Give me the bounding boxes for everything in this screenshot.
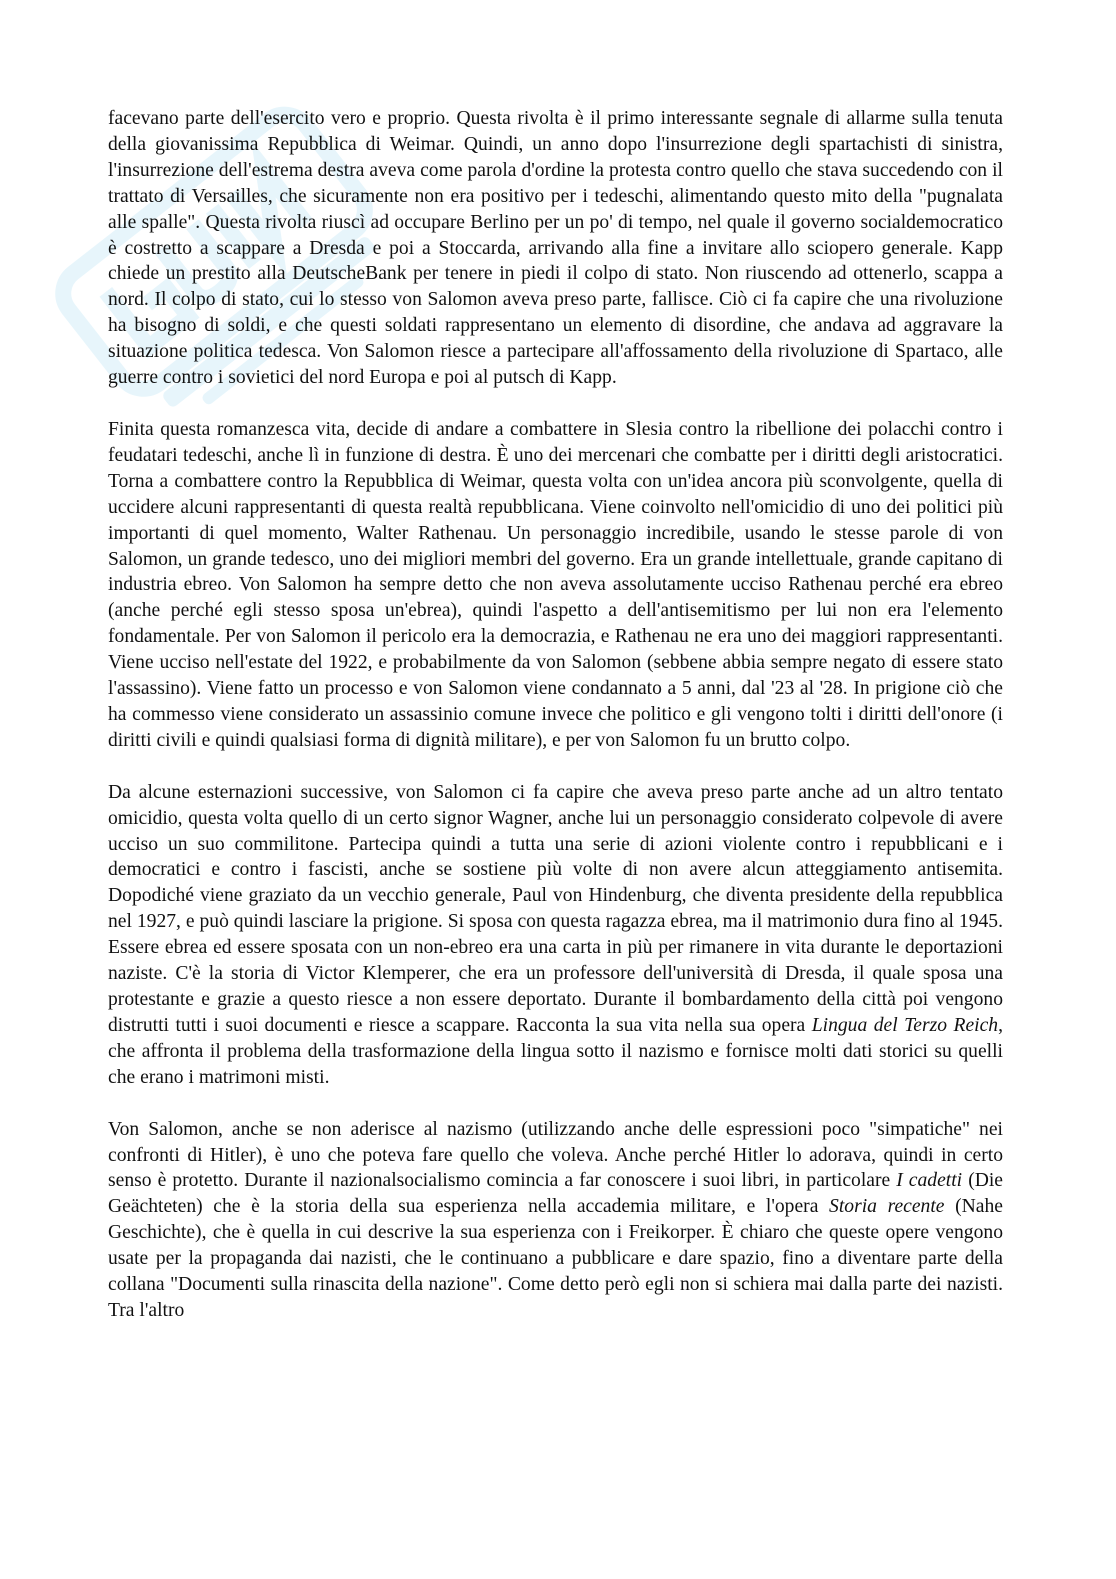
paragraph-4 bbox=[108, 1117, 1003, 1324]
paragraph-text: Finita questa romanzesca vita, decide di andare a combattere in Slesia contro la ribellione dei polacchi contro i feudatari tedeschi, anche lì in funzione di destra. È uno dei mercenari che combatte per i diritti degli aristocratici. Torna a combattere contro la Repubblica di Weimar, questa volta con un'idea ancora più sconvolgente, quella di uccidere alcuni rappresentanti di questa realtà repubblicana. Viene coinvolto nell'omicidio di uno dei politici più importanti di quel momento, Walter Rathenau. Un personaggio incredibile, usando le stesse parole di von Salomon, un grande tedesco, uno dei migliori membri del governo. Era un grande intellettuale, grande capitano di industria ebreo. Von Salomon ha sempre detto che non aveva assolutamente ucciso Rathenau perché era ebreo (anche perché egli stesso sposa un'ebrea), quindi l'aspetto a dell'antisemitismo per lui non era l'elemento fondamentale. Per von Salomon il pericolo era la democrazia, e Rathenau ne era uno dei maggiori rappresentanti. Viene ucciso nell'estate del 1922, e probabilmente da von Salomon (sebbene abbia sempre negato di essere stato l'assassino). Viene fatto un processo e von Salomon viene condannato a 5 anni, dal '23 al '28. In prigione ciò che ha commesso viene considerato un assassinio comune invece che politico e gli vengono tolti i diritti dell'onore (i diritti civili e quindi qualsiasi forma di dignità militare), e per von Salomon fu un brutto colpo. bbox=[108, 418, 1003, 751]
paragraph-text: Da alcune esternazioni successive, von Salomon ci fa capire che aveva preso parte anche ad un altro tentato omicidio, questa volta quello di un certo signor Wagner, anche lui un personaggio considerato colpevole di avere ucciso un suo commilitone. Partecipa quindi a tutta una serie di azioni violente contro i repubblicani e i democratici e contro i fascisti, anche se sostiene più volte di non avere alcun atteggiamento antisemita. Dopodiché viene graziato da un vecchio generale, Paul von Hindenburg, che diventa presidente della repubblica nel 1927, e può quindi lasciare la prigione. Si sposa con questa ragazza ebrea, ma il matrimonio dura fino al 1945. Essere ebrea ed essere sposata con un non-ebreo era una carta in più per rimanere in vita durante le deportazioni naziste. C'è la storia di Victor Klemperer, che era un professore dell'università di Dresda, il quale sposa una protestante e grazie a questo riesce a non essere deportato. Durante il bombardamento della città poi vengono distrutti tutti i suoi documenti e riesce a scappare. Racconta la sua vita nella sua opera bbox=[108, 781, 1003, 1036]
paragraph-text: , che affronta il problema della trasformazione della lingua sotto il nazismo e fornisce molti dati storici su quelli che erano i matrimoni misti. bbox=[108, 1014, 1003, 1088]
document-body bbox=[108, 106, 1003, 1324]
paragraph-text: (Die Geächteten) che è la storia della sua esperienza nella accademia militare, e l'opera bbox=[108, 1170, 1004, 1218]
italic-title-text: Lingua del Terzo Reich bbox=[811, 1014, 999, 1036]
paragraph-text: (Nahe Geschichte), che è quella in cui descrive la sua esperienza con i Freikorper. È chiaro che queste opere vengono usate per la propaganda dai nazisti, che le continuano a pubblicare e dare spazio, fino a diventare parte della collana "Documenti sulla rinascita della nazione". Come detto però egli non si schiera mai dalla parte dei nazisti. Tra l'altro bbox=[108, 1196, 1003, 1321]
paragraph-3 bbox=[108, 780, 1003, 1091]
paragraph-text: facevano parte dell'esercito vero e proprio. Questa rivolta è il primo interessante segnale di allarme sulla tenuta della giovanissima Repubblica di Weimar. Quindi, un anno dopo l'insurrezione degli spartachisti di sinistra, l'insurrezione dell'estrema destra aveva come parola d'ordine la protesta contro quello che stava succedendo con il trattato di Versailles, che sicuramente non era positivo per i tedeschi, alimentando questo mito della "pugnalata alle spalle". Questa rivolta riuscì ad occupare Berlino per un po' di tempo, nel quale il governo socialdemocratico è costretto a scappare a Dresda e poi a Stoccarda, arrivando alla fine a invitare allo sciopero generale. Kapp chiede un prestito alla DeutscheBank per tenere in piedi il colpo di stato. Non riuscendo ad ottenerlo, scappa a nord. Il colpo di stato, cui lo stesso von Salomon aveva preso parte, fallisce. Ciò ci fa capire che una rivoluzione ha bisogno di soldi, e che questi soldati rappresentano un elemento di disordine, che andava ad aggravare la situazione politica tedesca. Von Salomon riesce a partecipare all'affossamento della rivoluzione di Spartaco, alle guerre contro i sovietici del nord Europa e poi al putsch di Kapp. bbox=[108, 108, 1003, 389]
paragraph-1 bbox=[108, 106, 1003, 391]
italic-title-text: Storia recente bbox=[829, 1196, 945, 1218]
paragraph-text: Von Salomon, anche se non aderisce al nazismo (utilizzando anche delle espressioni poco "simpatiche" nei confronti di Hitler), è uno che poteva fare quello che voleva. Anche perché Hitler lo adorava, quindi in certo senso è protetto. Durante il nazionalsocialismo comincia a far conoscere i suoi libri, in particolare bbox=[108, 1118, 1003, 1192]
italic-title-text: I cadetti bbox=[896, 1170, 963, 1192]
paragraph-2 bbox=[108, 417, 1003, 754]
